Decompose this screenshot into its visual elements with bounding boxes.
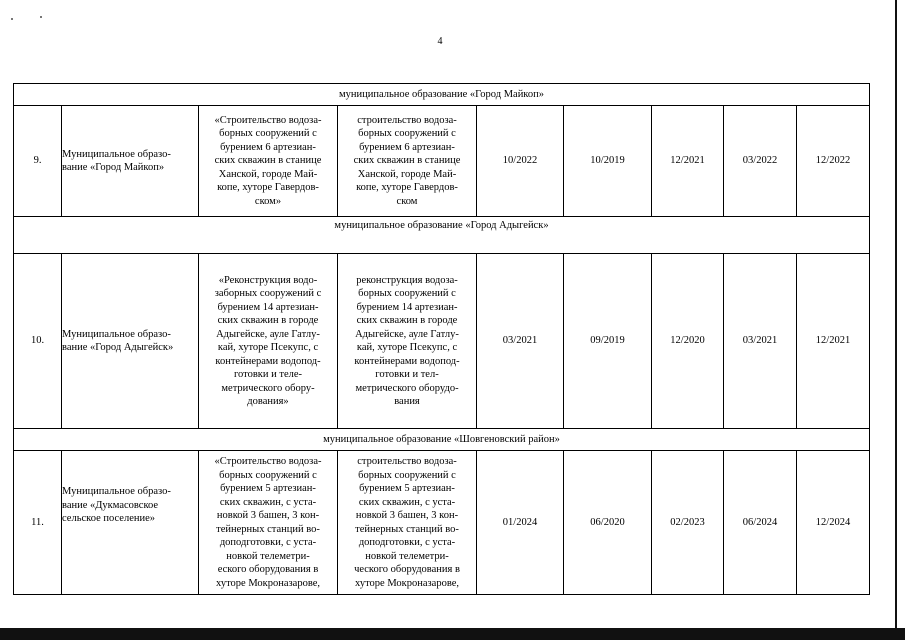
text-line: «Реконструкция водо- [218,274,318,286]
text-line: копе, хуторе Гавердов- [217,182,319,194]
date-cell: 03/2021 [477,254,564,429]
text-line: вание «Город Адыгейск» [62,342,174,353]
text-line: новкой 3 башен, 3 кон- [216,510,320,521]
text-line: Адыгейске, ауле Гатлу- [216,328,320,340]
text-line: «Строительство водоза- [214,114,322,126]
text-line: хуторе Мокроназарове, [354,577,460,589]
text-line: Ханской, городе Май- [218,168,318,180]
date-cell: 03/2021 [724,254,797,429]
text-line: вания [394,396,420,407]
text-line: Муниципальное образо- [62,328,171,340]
text-line: Ханской, городе Май- [357,168,457,180]
text-line: бурением 5 артезиан- [220,483,316,494]
text-line: бурением 14 артезиан- [356,301,458,313]
scan-speck [11,18,13,20]
text-line: доподготовки, с уста- [358,537,456,548]
date-cell: 06/2024 [724,451,797,595]
date-cell: 09/2019 [564,254,652,429]
project-table [13,83,870,595]
object-name-cell [199,451,338,595]
works-description-cell [338,451,477,595]
text-line: новкой 3 башен, 3 кон- [355,510,459,521]
text-line: сельское поселение» [62,513,155,524]
works-description-cell [338,254,477,429]
text-line: новкой телеметри- [226,550,310,562]
table-row [14,451,870,595]
date-cell: 12/2021 [652,106,724,217]
text-line: готовки и теле- [233,369,303,380]
object-name-cell [199,106,338,217]
text-line: «Строительство водоза- [214,456,322,467]
text-line: Муниципальное образо- [62,486,171,497]
text-line: тейнерных станций во- [216,523,320,535]
municipal-entity-cell [62,106,199,217]
date-cell: 06/2020 [564,451,652,595]
date-cell: 12/2024 [797,451,870,595]
text-line: дования» [247,396,289,407]
municipal-entity-cell [62,254,199,429]
text-line: ских скважин, с уста- [219,496,317,508]
text-line: ских скважин в городе [217,315,319,326]
text-line: вание «Дукмасовское [62,499,159,511]
scan-edge-bottom [0,628,905,640]
date-cell: 03/2022 [724,106,797,217]
text-line: борных сооружений с [358,288,456,299]
text-line: ских скважин в станице [214,155,322,167]
text-line: ском [396,195,418,207]
text-line: реконструкция водоза- [356,274,458,286]
text-line: контейнерами водопод- [354,355,460,367]
section-title: муниципальное образование «Шовгеновский район» [14,429,870,451]
page-number: 4 [437,36,443,47]
row-number: 11. [14,451,62,595]
section-header-row [14,429,870,451]
text-line: тейнерных станций во- [355,523,459,535]
section-title: муниципальное образование «Город Адыгейск» [14,217,870,254]
text-line: строительство водоза- [357,114,457,126]
text-line: ческого оборудования в [354,564,460,575]
date-cell: 12/2021 [797,254,870,429]
text-line: еского оборудования в [217,564,319,575]
text-line: борных сооружений с [358,128,456,140]
text-line: копе, хуторе Гавердов- [356,182,458,194]
date-cell: 12/2022 [797,106,870,217]
date-cell: 10/2019 [564,106,652,217]
text-line: Муниципальное образо- [62,148,171,160]
text-line: хуторе Мокроназарове, [215,577,321,589]
text-line: бурением 6 артезиан- [220,141,316,153]
text-line: борных сооружений с [358,469,456,481]
table-row [14,254,870,429]
scan-edge-right [895,0,897,628]
works-description-cell [338,106,477,217]
text-line: борных сооружений с [219,128,317,140]
row-number: 9. [14,106,62,217]
section-header-row [14,84,870,106]
text-line: строительство водоза- [357,456,457,467]
table-row [14,106,870,217]
text-line: ских скважин в городе [356,315,458,326]
section-header-row [14,217,870,254]
text-line: кай, хуторе Псекупс, с [217,342,319,353]
text-line: бурением 6 артезиан- [359,141,455,153]
section-title: муниципальное образование «Город Майкоп» [14,84,870,106]
text-line: борных сооружений с [219,469,317,481]
text-line: контейнерами водопод- [215,355,321,367]
text-line: ских скважин в станице [353,155,461,167]
text-line: метрического оборудо- [355,382,459,394]
text-line: бурением 14 артезиан- [217,301,319,313]
text-line: готовки и тел- [375,369,439,380]
object-name-cell [199,254,338,429]
text-line: кай, хуторе Псекупс, с [356,342,458,353]
text-line: метрического обору- [221,382,315,394]
date-cell: 02/2023 [652,451,724,595]
text-line: ском» [254,195,282,207]
text-line: доподготовки, с уста- [219,537,317,548]
text-line: ских скважин, с уста- [358,496,456,508]
text-line: вание «Город Майкоп» [62,162,165,173]
text-line: новкой телеметри- [365,550,449,562]
text-line: бурением 5 артезиан- [359,483,455,494]
date-cell: 10/2022 [477,106,564,217]
date-cell: 12/2020 [652,254,724,429]
municipal-entity-cell [62,451,199,595]
scan-speck [40,16,42,18]
text-line: заборных сооружений с [214,288,322,299]
row-number: 10. [14,254,62,429]
text-line: Адыгейске, ауле Гатлу- [355,328,459,340]
date-cell: 01/2024 [477,451,564,595]
